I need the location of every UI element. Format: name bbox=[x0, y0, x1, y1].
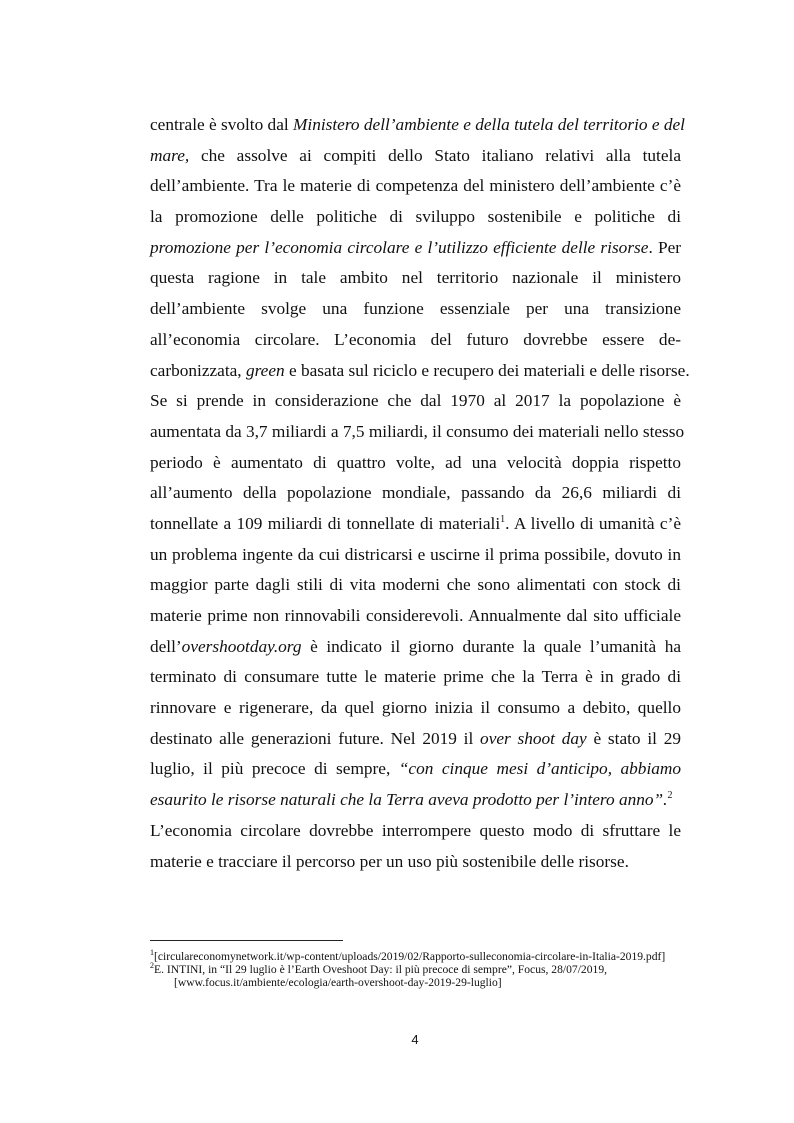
footnote-text: E. INTINI, in “Il 29 luglio è l’Earth Oveshoot Day: il più precoce di sempre”, Focus, 28/07/2019, [www.focus.it/ambiente/ecologia/earth-overshoot-day-2019-29-luglio] bbox=[154, 963, 608, 990]
text-line: un problema ingente da cui districarsi e uscirne il prima possibile, dovuto in bbox=[150, 544, 681, 564]
text-line: esaurito le risorse naturali che la Terra aveva prodotto per l’intero anno”.$^2$ bbox=[150, 790, 673, 810]
text-line: la promozione delle politiche di sviluppo sostenibile e politiche di bbox=[150, 207, 681, 227]
text-line: promozione per l’economia circolare e l’utilizzo efficiente delle risorse. Per bbox=[150, 237, 682, 257]
text-line: all’aumento della popolazione mondiale, passando da 26,6 miliardi di bbox=[150, 483, 681, 503]
text-line: destinato alle generazioni future. Nel 2019 il over shoot day è stato il 29 bbox=[150, 728, 681, 748]
text-line: rinnovare e rigenerare, da quel giorno inizia il consumo a debito, quello bbox=[150, 698, 681, 718]
text-line: terminato di consumare tutte le materie prime che la Terra è in grado di bbox=[150, 667, 681, 687]
text-line: all’economia circolare. L’economia del futuro dovrebbe essere de- bbox=[150, 329, 681, 349]
text-line: L’economia circolare dovrebbe interrompere questo modo di sfruttare le bbox=[150, 820, 681, 840]
footnote bbox=[150, 950, 690, 963]
footnotes bbox=[150, 950, 690, 990]
text-line: mare, che assolve ai compiti dello Stato italiano relativi alla tutela bbox=[150, 145, 681, 165]
footnote-divider bbox=[150, 940, 343, 941]
body-paragraph bbox=[150, 110, 690, 877]
footnote-text: [circulareconomynetwork.it/wp-content/uploads/2019/02/Rapporto-sulleconomia-circolare-in-Italia-2019.pdf] bbox=[154, 950, 666, 963]
text-line: maggior parte dagli stili di vita moderni che sono alimentati con stock di bbox=[150, 575, 681, 595]
text-line: dell’overshootday.org è indicato il giorno durante la quale l’umanità ha bbox=[150, 636, 681, 656]
text-line: dell’ambiente svolge una funzione essenziale per una transizione bbox=[150, 299, 681, 319]
text-line: centrale è svolto dal Ministero dell’ambiente e della tutela del territorio e del bbox=[150, 115, 685, 134]
text-line: questa ragione in tale ambito nel territorio nazionale il ministero bbox=[150, 268, 681, 288]
text-line: periodo è aumentato di quattro volte, ad una velocità doppia rispetto bbox=[150, 452, 681, 472]
footnote-number: 2 bbox=[150, 961, 154, 971]
text-line: Se si prende in considerazione che dal 1970 al 2017 la popolazione è bbox=[150, 391, 681, 411]
footnote-ref: 2 bbox=[667, 790, 673, 802]
footnote bbox=[150, 963, 690, 989]
footnote-ref: 1 bbox=[500, 514, 506, 526]
text-line: luglio, il più precoce di sempre, “con cinque mesi d’anticipo, abbiamo bbox=[150, 759, 682, 779]
text-line: materie prime non rinnovabili considerevoli. Annualmente dal sito ufficiale bbox=[150, 606, 681, 625]
text-line: carbonizzata, green e basata sul riciclo e recupero dei materiali e delle risorse. bbox=[150, 360, 690, 380]
text-line: tonnellate a 109 miliardi di tonnellate di materiali$^1$. A livello di umanità c’è bbox=[150, 513, 682, 533]
footnote-number: 1 bbox=[150, 948, 154, 958]
text-line: materie e tracciare il percorso per un uso più sostenibile delle risorse. bbox=[150, 851, 629, 871]
text-line: aumentata da 3,7 miliardi a 7,5 miliardi, il consumo dei materiali nello stesso bbox=[150, 421, 685, 441]
text-line: dell’ambiente. Tra le materie di competenza del ministero dell’ambiente c’è bbox=[150, 176, 681, 196]
page-number: 4 bbox=[411, 1032, 419, 1047]
